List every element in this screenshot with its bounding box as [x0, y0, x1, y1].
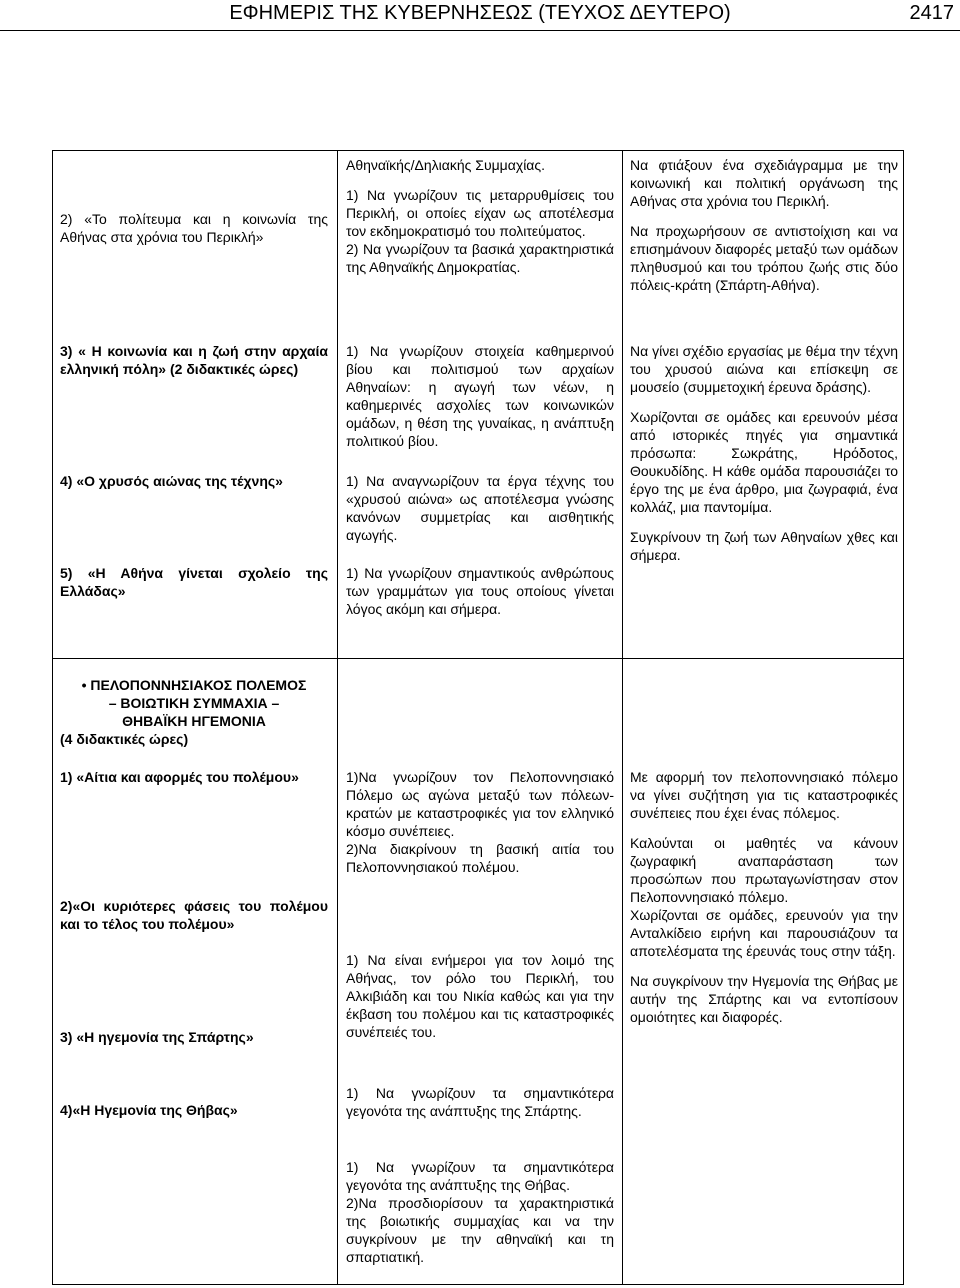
objective-text: 1) Να γνωρίζουν τις μεταρρυθμίσεις του Περικλή, οι οποίες είχαν ως αποτέλεσμα τον εκδημοκρατισμό του πολιτεύματος. — [346, 187, 614, 239]
topic-3: 3) « Η κοινωνία και η ζωή στην αρχαία ελληνική πόλη» (2 διδακτικές ώρες) — [60, 343, 328, 377]
activity-text: Να συγκρίνουν την Ηγεμονία της Θήβας με αυτήν της Σπάρτης και να εντοπίσουν ομοιότητες και διαφορές. — [630, 973, 898, 1025]
objectives-cell-c — [346, 472, 614, 544]
objective-text: 1) Να γνωρίζουν τα σημαντικότερα γεγονότα της ανάπτυξης της Σπάρτης. — [346, 1085, 614, 1119]
activity-text: Συγκρίνουν τη ζωή των Αθηναίων χθες και σήμερα. — [630, 529, 898, 563]
topic-war-causes: 1) «Αίτια και αφορμές του πολέμου» — [60, 769, 299, 785]
activities-cell-b — [630, 342, 898, 564]
page-number: 2417 — [909, 2, 954, 24]
objective-text: 1) Να αναγνωρίζουν τα έργα τέχνης του «χρυσού αιώνα» ως αποτέλεσμα γνώσης κανόνων συμμετρίας και αισθητικής αγωγής. — [346, 473, 614, 543]
activity-text: Χωρίζονται σε ομάδες και ερευνούν μέσα από ιστορικές πηγές για σημαντικά πρόσωπα: Σωκράτης, Ηρόδοτος, Θουκυδίδης. Η κάθε ομάδα παρουσιάζει το έργο της με ένα άρθρο, μια ζωγραφιά, ένα κολλάζ, μια παντομίμα. — [630, 409, 898, 515]
objective-text: 1) Να γνωρίζουν στοιχεία καθημερινού βίου και πολιτισμού των αρχαίων Αθηναίων: η αγωγή των νέων, η καθημερινές ασχολίες των κοινωνικών ομάδων, η θέση της γυναίκας, η ανάπτυξη πολιτικού βίου. — [346, 343, 614, 449]
objective-text: 2)Να διακρίνουν τη βασική αιτία του Πελοποννησιακού πολέμου. — [346, 841, 614, 875]
heading-line-1: ΠΕΛΟΠΟΝΝΗΣΙΑΚΟΣ ΠΟΛΕΜΟΣ — [90, 677, 307, 693]
activities-cell-c — [630, 768, 898, 1026]
section-heading — [60, 676, 328, 748]
topic-thebes-hegemony: 4)«Η Ηγεμονία της Θήβας» — [60, 1102, 238, 1118]
gazette-title: ΕΦΗΜΕΡΙΣ ΤΗΣ ΚΥΒΕΡΝΗΣΕΩΣ (ΤΕΥΧΟΣ ΔΕΥΤΕΡΟ) — [229, 2, 731, 24]
topic-2-cell — [60, 210, 328, 246]
column-divider-1 — [337, 150, 338, 1285]
page-header — [0, 0, 960, 31]
objective-text: 1) Να γνωρίζουν τα σημαντικότερα γεγονότα της ανάπτυξης της Θήβας. — [346, 1159, 614, 1193]
topic-sparta-hegemony: 3) «Η ηγεμονία της Σπάρτης» — [60, 1029, 254, 1045]
objective-text: 1) Να γνωρίζουν σημαντικούς ανθρώπους των γραμμάτων για τους οποίους γίνεται λόγος ακόμη και σήμερα. — [346, 565, 614, 617]
objective-text: 2)Να προσδιορίσουν τα χαρακτηριστικά της βοιωτικής συμμαχίας και να την συγκρίνουν με την αθηναϊκή και τη σπαρτιατική. — [346, 1195, 614, 1265]
activity-text: Με αφορμή τον πελοποννησιακό πόλεμο να γίνει συζήτηση για τις καταστροφικές συνέπειες που έχει ένας πόλεμος. — [630, 769, 898, 821]
objectives-cell-b — [346, 342, 614, 450]
bullet-icon: • — [81, 677, 87, 693]
objectives-cell-e — [346, 768, 614, 876]
activity-text: Χωρίζονται σε ομάδες, ερευνούν για την Ανταλκίδειο ειρήνη και παρουσιάζουν τα αποτελέσματα της έρευνάς τους στην τάξη. — [630, 907, 898, 959]
objectives-cell-g — [346, 1084, 614, 1120]
topic-war-phases: 2)«Οι κυριότερες φάσεις του πολέμου και το τέλος του πολέμου» — [60, 898, 328, 932]
topic-2: 2) «Το πολίτευμα και η κοινωνία της Αθήνας στα χρόνια του Περικλή» — [60, 211, 328, 245]
topic-5-cell — [60, 564, 328, 600]
objectives-cell-d — [346, 564, 614, 618]
topic-4: 4) «Ο χρυσός αιώνας της τέχνης» — [60, 473, 283, 489]
objectives-cell-a — [346, 156, 614, 276]
objective-text: 2) Να γνωρίζουν τα βασικά χαρακτηριστικά της Αθηναϊκής Δημοκρατίας. — [346, 241, 614, 275]
activities-cell-a — [630, 156, 898, 294]
topic-3-cell — [60, 342, 328, 378]
column-divider-2 — [622, 150, 623, 1285]
objective-text: 1) Να είναι ενήμεροι για τον λοιμό της Αθήνας, τον ρόλο του Περικλή, του Αλκιβιάδη και του Νικία καθώς και για την έκβαση του πολέμου και τις καταστροφικές συνέπειές του. — [346, 952, 614, 1040]
activity-text: Να προχωρήσουν σε αντιστοίχιση και να επισημάνουν διαφορές μεταξύ των ομάδων πληθυσμού και του τρόπου ζωής στις δύο πόλεις-κράτη (Σπάρτη-Αθήνα). — [630, 223, 899, 293]
activity-text: Καλούνται οι μαθητές να κάνουν ζωγραφική αναπαράσταση των προσώπων που πρωταγωνίστησαν στον Πελοποννησιακό πόλεμο. — [630, 835, 898, 905]
heading-line-4: (4 διδακτικές ώρες) — [60, 731, 189, 747]
objective-text: 1)Να γνωρίζουν τον Πελοποννησιακό Πόλεμο ως αγώνα μεταξύ των πόλεων-κρατών με καταστροφικές για τον ελληνικό κόσμο συνέπειες. — [346, 769, 614, 839]
topic-4-cell — [60, 472, 328, 490]
row-divider — [52, 658, 904, 659]
activity-text: Να φτιάξουν ένα σχεδιάγραμμα με την κοινωνική και πολιτική οργάνωση της Αθήνας στα χρόνια του Περικλή. — [630, 157, 898, 209]
objectives-cell-f — [346, 951, 614, 1041]
heading-line-2: – ΒΟΙΩΤΙΚΗ ΣΥΜΜΑΧΙΑ – — [108, 695, 280, 711]
topic-5: 5) «Η Αθήνα γίνεται σχολείο της Ελλάδας» — [60, 565, 328, 599]
activity-text: Να γίνει σχέδιο εργασίας με θέμα την τέχνη του χρυσού αιώνα και επίσκεψη σε μουσείο (συμμετοχική έρευνα δράσης). — [630, 343, 898, 395]
objectives-cell-h — [346, 1158, 614, 1266]
objective-text: Αθηναϊκής/Δηλιακής Συμμαχίας. — [346, 157, 546, 173]
heading-line-3: ΘΗΒΑΪΚΗ ΗΓΕΜΟΝΙΑ — [122, 713, 266, 729]
